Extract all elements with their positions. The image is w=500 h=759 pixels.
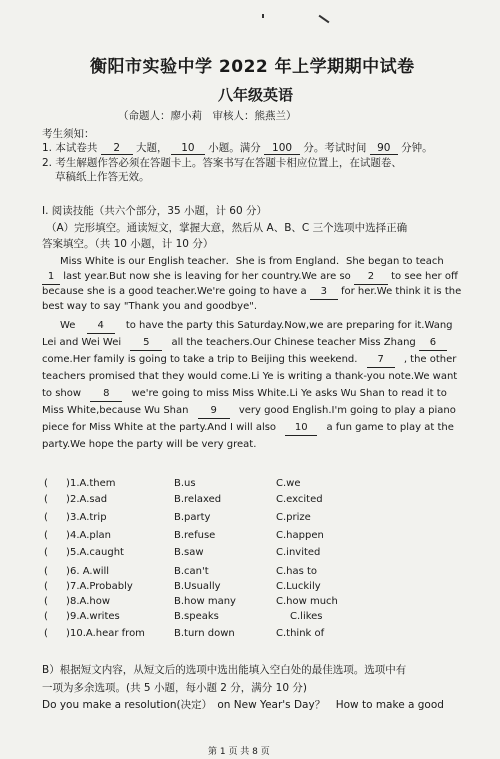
blank-3: 3 — [310, 285, 338, 300]
option-b: B.saw — [174, 547, 204, 558]
option-b: B.us — [174, 478, 196, 489]
passage-line — [42, 421, 454, 436]
option-a: 7.A.Probably — [70, 581, 133, 592]
exam-authors: （命题人：廖小莉 审核人：熊燕兰） — [118, 110, 297, 122]
part-b-instruction: B）根据短文内容，从短文后的选项中选出能填入空白处的最佳选项。选项中有 — [42, 664, 407, 676]
passage-text: to have the party this Saturday.Now,we are preparing for it.Wang — [125, 320, 453, 331]
option-row — [44, 530, 444, 544]
page-footer: 第 1 页 共 8 页 — [208, 747, 270, 757]
answer-paren: ( — [44, 530, 48, 541]
notice-line-2: 2. 考生解题作答必须在答题卡上。答案书写在答题卡相应位置上，在试题卷、 — [42, 157, 402, 169]
blank-1: 1 — [42, 270, 60, 285]
option-b: B.can't — [174, 566, 209, 577]
passage-text: for her.We think it is the — [341, 286, 462, 297]
passage-line: Miss White is our English teacher．She is from England．She began to teach — [60, 256, 444, 267]
option-c: C.how much — [276, 596, 338, 607]
answer-paren: ( — [44, 566, 48, 577]
option-a: 10.A.hear from — [70, 628, 145, 639]
option-b: B.Usually — [174, 581, 221, 592]
passage-text: we're going to miss Miss White.Li Ye asks Wu Shan to read it to — [131, 388, 447, 399]
answer-paren: ( — [44, 628, 48, 639]
option-row — [44, 611, 444, 625]
option-row — [44, 581, 444, 595]
notice-blank: 90 — [370, 142, 398, 155]
passage-line — [42, 270, 458, 285]
answer-paren: ( — [44, 611, 48, 622]
notice-text: 分。考试时间 — [303, 142, 367, 154]
scan-mark — [262, 14, 264, 18]
passage-line: teachers promised that they would come.Li Ye is writing a thank-you note.We want — [42, 371, 458, 382]
notice-text: 大题， — [136, 142, 168, 154]
option-a: 5.A.caught — [70, 547, 124, 558]
section-heading: I. 阅读技能（共六个部分，35 小题，计 60 分） — [42, 205, 268, 217]
passage-text: to see her off — [391, 271, 458, 282]
answer-paren: ) — [66, 628, 70, 639]
passage-text: very good English.I'm going to play a piano — [238, 405, 456, 416]
blank-6: 6 — [419, 336, 447, 351]
passage-text: Lei and Wei Wei — [42, 337, 122, 348]
passage-line — [42, 285, 461, 300]
option-a: 4.A.plan — [70, 530, 111, 541]
option-c: C.we — [276, 478, 301, 489]
option-row — [44, 566, 444, 580]
passage-line — [42, 336, 447, 351]
option-b: B.refuse — [174, 530, 216, 541]
option-a: 6. A.will — [70, 566, 110, 577]
part-a-instruction: （A）完形填空。通读短文，掌握大意，然后从 A、B、C 三个选项中选择正确 — [46, 222, 408, 234]
passage-text: because she is a good teacher.We're going to have a — [42, 286, 307, 297]
notice-blank: 100 — [264, 142, 300, 155]
blank-7: 7 — [367, 353, 395, 368]
passage-text: last year.But now she is leaving for her country.We are so — [63, 271, 351, 282]
option-a: 8.A.how — [70, 596, 111, 607]
passage-text: to show — [42, 388, 82, 399]
option-row — [44, 547, 444, 561]
option-c: C.invited — [276, 547, 321, 558]
answer-paren: ( — [44, 581, 48, 592]
passage-text: We — [60, 320, 76, 331]
passage-text: all the teachers.Our Chinese teacher Miss Zhang — [171, 337, 416, 348]
option-a: 1.A.them — [70, 478, 116, 489]
option-c: C.think of — [276, 628, 325, 639]
option-row — [44, 628, 444, 642]
scan-mark — [319, 15, 330, 24]
passage-line: party.We hope the party will be very great. — [42, 439, 257, 450]
answer-paren: ( — [44, 512, 48, 523]
answer-paren: ( — [44, 547, 48, 558]
passage-text: come.Her family is going to take a trip to Beijing this weekend. — [42, 354, 358, 365]
option-b: B.turn down — [174, 628, 235, 639]
notice-text: 分钟。 — [401, 142, 433, 154]
option-b: B.speaks — [174, 611, 219, 622]
answer-paren: ) — [66, 530, 70, 541]
option-c: C.prize — [276, 512, 311, 523]
passage-line: best way to say "Thank you and goodbye". — [42, 301, 258, 312]
part-b-instruction-2: 一项为多余选项。(共 5 小题，每小题 2 分，满分 10 分) — [42, 682, 307, 694]
option-row — [44, 478, 444, 492]
option-row — [44, 596, 444, 610]
option-b: B.how many — [174, 596, 236, 607]
option-c: C.happen — [276, 530, 324, 541]
option-a: 9.A.writes — [70, 611, 120, 622]
option-c: C.excited — [276, 494, 323, 505]
blank-8: 8 — [90, 387, 122, 402]
option-c: C.Luckily — [276, 581, 321, 592]
option-a: 3.A.trip — [70, 512, 107, 523]
notice-heading: 考生须知： — [42, 128, 95, 140]
answer-paren: ) — [66, 512, 70, 523]
passage-text: Miss White,because Wu Shan — [42, 405, 189, 416]
answer-paren: ) — [66, 596, 70, 607]
exam-title: 衡阳市实验中学 2022 年上学期期中试卷 — [90, 57, 415, 77]
option-a: 2.A.sad — [70, 494, 108, 505]
answer-paren: ) — [66, 611, 70, 622]
passage-text: a fun game to play at the — [326, 422, 454, 433]
passage-line — [42, 387, 447, 402]
option-c: C.has to — [276, 566, 318, 577]
answer-paren: ( — [44, 596, 48, 607]
passage-line — [60, 319, 453, 334]
notice-blank: 10 — [171, 142, 205, 155]
notice-blank: 2 — [101, 142, 133, 155]
option-b: B.relaxed — [174, 494, 222, 505]
answer-paren: ) — [66, 581, 70, 592]
passage-line — [42, 404, 456, 419]
passage-text: , the other — [403, 354, 457, 365]
answer-paren: ) — [66, 566, 70, 577]
blank-10: 10 — [285, 421, 317, 436]
notice-text: 1. 本试卷共 — [42, 142, 98, 154]
answer-paren: ( — [44, 494, 48, 505]
option-a: ) — [66, 478, 70, 489]
answer-paren: ( — [44, 478, 48, 489]
blank-4: 4 — [87, 319, 115, 334]
option-row — [44, 512, 444, 526]
option-c: C.likes — [290, 611, 323, 622]
part-b-passage-line: Do you make a resolution(决定） on New Year's Day？ How to make a good — [42, 699, 444, 711]
part-a-instruction-2: 答案填空。（共 10 小题，计 10 分） — [42, 238, 214, 250]
blank-2: 2 — [354, 270, 388, 285]
passage-text: piece for Miss White at the party.And I will also — [42, 422, 277, 433]
passage-line — [42, 353, 456, 368]
answer-paren: ) — [66, 494, 70, 505]
blank-9: 9 — [198, 404, 230, 419]
blank-5: 5 — [130, 336, 162, 351]
exam-subtitle: 八年级英语 — [218, 86, 294, 104]
notice-line-1 — [42, 140, 433, 155]
option-row — [44, 494, 444, 508]
option-b: B.party — [174, 512, 211, 523]
notice-line-3: 草稿纸上作答无效。 — [55, 171, 150, 183]
notice-text: 小题。满分 — [208, 142, 261, 154]
answer-paren: ) — [66, 547, 70, 558]
